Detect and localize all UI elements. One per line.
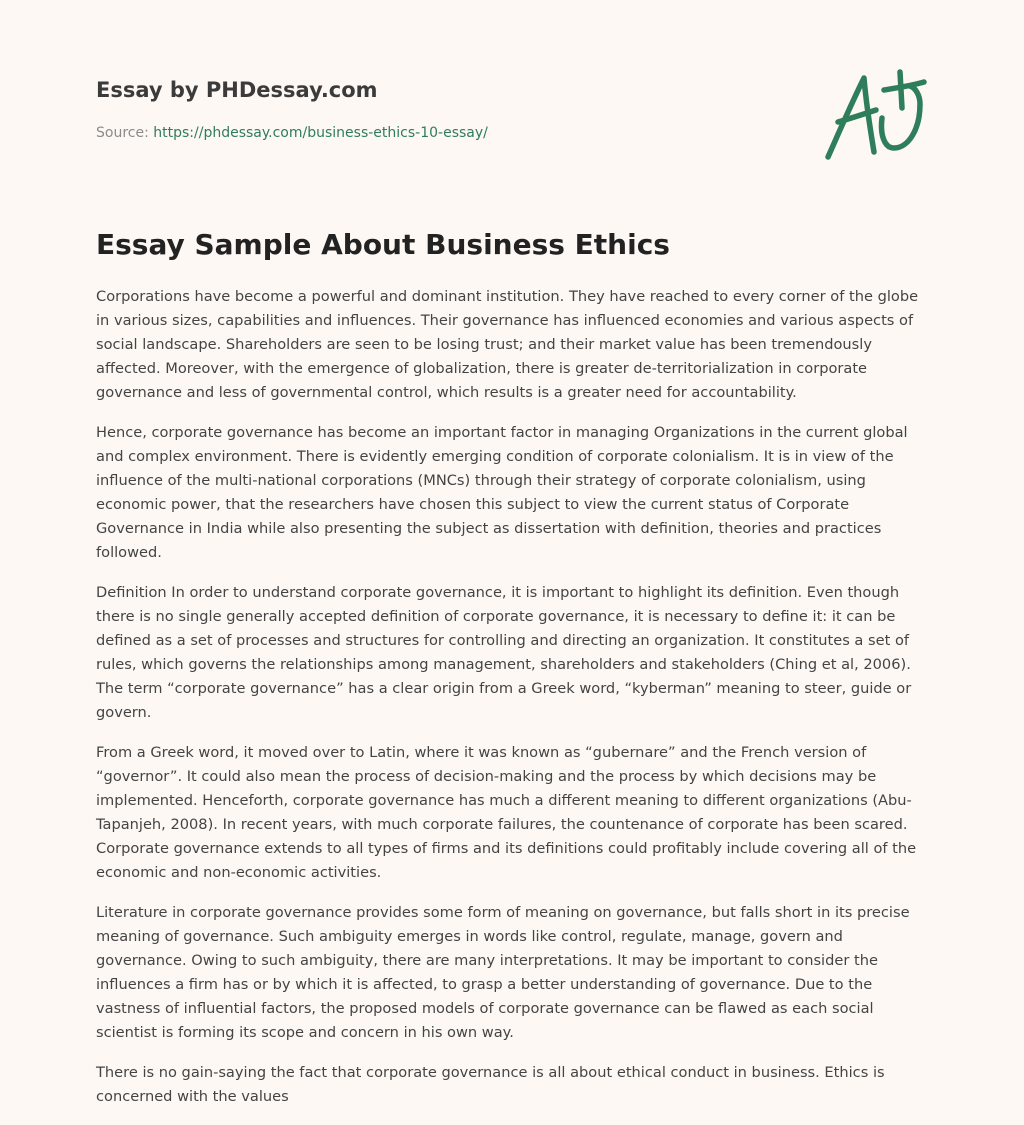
brand-title: Essay by PHDessay.com bbox=[96, 78, 378, 102]
paragraph: Hence, corporate governance has become an important factor in managing Organizations in the current global and complex environment. There is evidently emerging condition of corporate colonialism. It is in view of the influence of the multi-national corporations (MNCs) through their strategy of corporate colonialism, using economic power, that the researchers have chosen this subject to view the current status of Corporate Governance in India while also presenting the subject as dissertation with definition, theories and practices followed. bbox=[96, 424, 908, 561]
paragraph: From a Greek word, it moved over to Latin, where it was known as “gubernare” and the French version of “governor”. It could also mean the process of decision-making and the process by which decisions may be implemented. Henceforth, corporate governance has much a different meaning to different organizations (Abu-Tapanjeh, 2008). In recent years, with much corporate failures, the countenance of corporate has been scared. Corporate governance extends to all types of firms and its definitions could profitably include covering all of the economic and non-economic activities. bbox=[96, 744, 917, 881]
paragraph: Literature in corporate governance provides some form of meaning on governance, but falls short in its precise meaning of governance. Such ambiguity emerges in words like control, regulate, manage, govern and governance. Owing to such ambiguity, there are many interpretations. It may be important to consider the influences a firm has or by which it is affected, to grasp a better understanding of governance. Due to the vastness of influential factors, the proposed models of corporate governance can be flawed as each social scientist is forming its scope and concern in his own way. bbox=[96, 904, 910, 1041]
essay-header bbox=[96, 76, 796, 143]
paragraph: Definition In order to understand corporate governance, it is important to highlight its definition. Even though there is no single generally accepted definition of corporate governance, it is necessary to define it: it can be defined as a set of processes and structures for controlling and directing an organization. It constitutes a set of rules, which governs the relationships among management, shareholders and stakeholders (Ching et al, 2006). The term “corporate governance” has a clear origin from a Greek word, “kyberman” meaning to steer, guide or govern. bbox=[96, 584, 912, 721]
source-line bbox=[96, 123, 796, 143]
paragraph: Corporations have become a powerful and dominant institution. They have reached to every corner of the globe in various sizes, capabilities and influences. Their governance has influenced economies and various aspects of social landscape. Shareholders are seen to be losing trust; and their market value has been tremendously affected. Moreover, with the emergence of globalization, there is greater de-territorialization in corporate governance and less of governmental control, which results is a greater need for accountability. bbox=[96, 288, 919, 401]
source-link[interactable]: https://phdessay.com/business-ethics-10-essay/ bbox=[153, 125, 488, 141]
source-label: Source: bbox=[96, 125, 154, 141]
essay-body bbox=[96, 285, 926, 1125]
a-plus-logo-icon bbox=[822, 68, 928, 164]
page-title: Essay Sample About Business Ethics bbox=[96, 228, 670, 261]
paragraph: There is no gain-saying the fact that corporate governance is all about ethical conduct in business. Ethics is concerned with the values bbox=[96, 1064, 885, 1105]
